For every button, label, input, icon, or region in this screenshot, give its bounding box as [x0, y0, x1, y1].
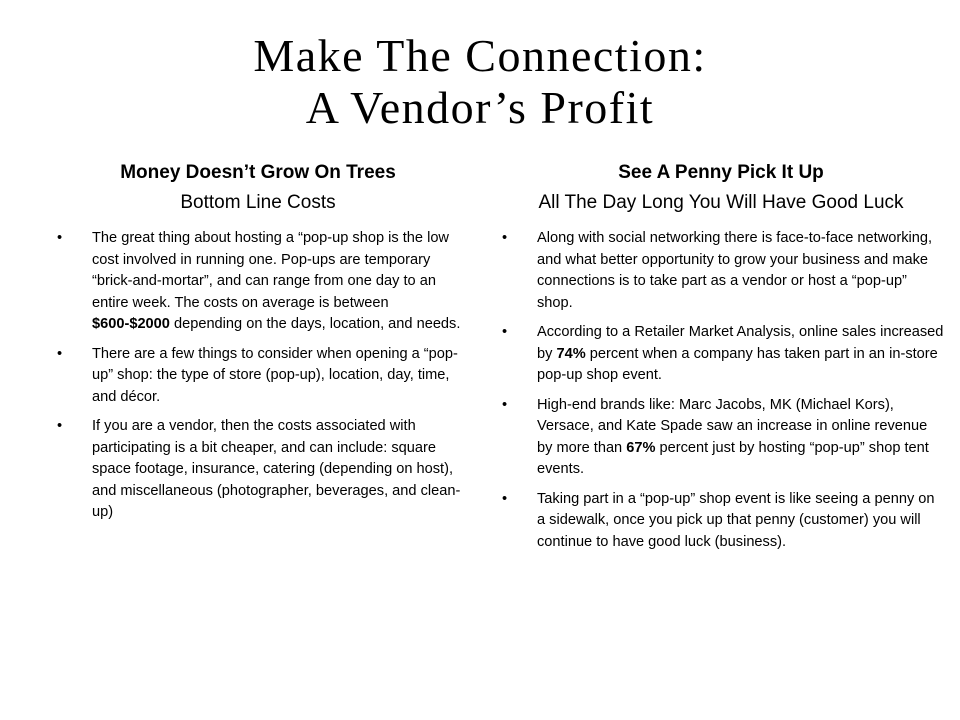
- bullet-item: • High-end brands like: Marc Jacobs, MK (Michael Kors), Versace, and Kate Spade saw an increase in online revenue by more than 67% percent just by hosting “pop-up” shop tent events.: [502, 396, 929, 477]
- title-line-2: A Vendor’s Profit: [305, 82, 655, 133]
- bullet-item: • Along with social networking there is face-to-face networking, and what better opportunity to grow your business and make connections is to take part as a vendor or host a “pop-up” shop.: [502, 230, 933, 311]
- right-bullet-list: [497, 228, 945, 553]
- revenue-increase-percent: 67%: [626, 439, 656, 456]
- bullet-item: • Taking part in a “pop-up” shop event is like seeing a penny on a sidewalk, once you pick up that penny (customer) you will continue to have good luck (business).: [502, 490, 935, 550]
- right-column: [497, 160, 945, 561]
- bullet-item: • There are a few things to consider when opening a “pop-up” shop: the type of store (pop-up), location, day, time, and décor.: [57, 345, 458, 405]
- slide-title: [0, 30, 960, 134]
- bullet-item: • The great thing about hosting a “pop-up shop is the low cost involved in running one. Pop-ups are temporary “brick-and-mortar”, and can range from one day to an entire week. The costs on average is between $600-$2000 depending on the days, location, and needs.: [57, 230, 461, 332]
- left-bullet-list: [52, 228, 464, 524]
- right-column-heading: See A Penny Pick It Up: [618, 162, 824, 183]
- bullet-dot: •: [502, 490, 508, 507]
- title-line-1: Make The Connection:: [253, 30, 707, 81]
- bullet-dot: •: [502, 324, 508, 340]
- sales-increase-percent: 74%: [556, 345, 586, 362]
- right-column-subheading: All The Day Long You Will Have Good Luck: [538, 192, 904, 213]
- cost-range: $600-$2000: [92, 316, 170, 332]
- bullet-dot: •: [57, 230, 63, 246]
- bullet-dot: •: [57, 345, 63, 362]
- left-column-heading: Money Doesn’t Grow On Trees: [120, 162, 396, 183]
- bullet-item: • If you are a vendor, then the costs associated with participating is a bit cheaper, and can include: square space footage, insurance, catering (depending on host), and miscellaneous (photographer, beverages, and clean-up): [57, 418, 461, 520]
- bullet-dot: •: [57, 418, 63, 434]
- left-column-subheading: Bottom Line Costs: [180, 192, 336, 213]
- bullet-dot: •: [502, 396, 508, 413]
- left-column: [52, 160, 464, 532]
- bullet-dot: •: [502, 230, 508, 246]
- bullet-item: • According to a Retailer Market Analysis, online sales increased by 74% percent when a company has taken part in an in-store pop-up shop event.: [502, 324, 944, 383]
